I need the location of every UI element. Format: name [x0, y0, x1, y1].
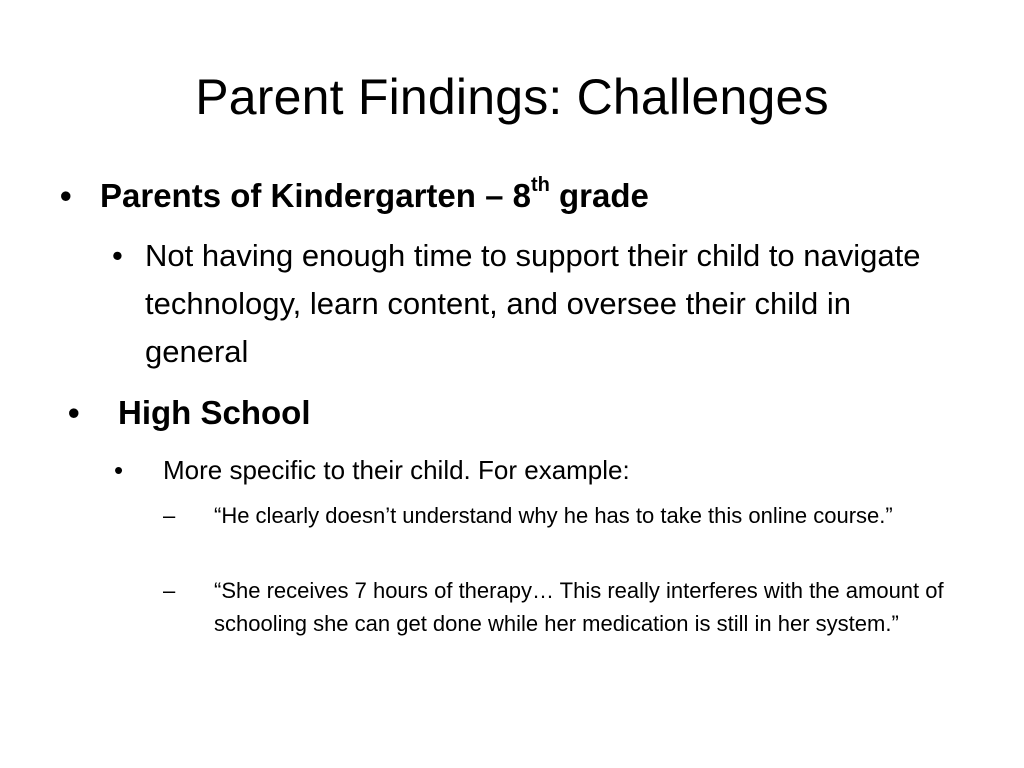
item-time-support: Not having enough time to support their child to navigate technology, learn content, and oversee their child in general [145, 238, 921, 369]
section-heading-tail: grade [549, 177, 649, 214]
quote-dash: – [163, 503, 176, 528]
quote-online-course: “He clearly doesn’t understand why he has to take this online course.” [214, 503, 893, 528]
item-bullet: • [114, 455, 124, 485]
section-heading-kindergarten-8th [100, 176, 649, 216]
section-bullet: • [60, 177, 72, 214]
section-heading-high-school: High School [118, 394, 311, 431]
quote-dash: – [163, 578, 176, 603]
item-bullet: • [112, 238, 123, 273]
item-specific-to-child: More specific to their child. For example: [163, 455, 630, 485]
slide-title: Parent Findings: Challenges [195, 69, 829, 125]
section-heading-superscript: th [530, 174, 550, 196]
section-heading-main: Parents of Kindergarten – 8 [100, 177, 531, 214]
quote-therapy: “She receives 7 hours of therapy… This really interferes with the amount of schooling she can get done while her medication is still in her system.” [214, 578, 944, 636]
section-bullet: • [68, 394, 80, 431]
